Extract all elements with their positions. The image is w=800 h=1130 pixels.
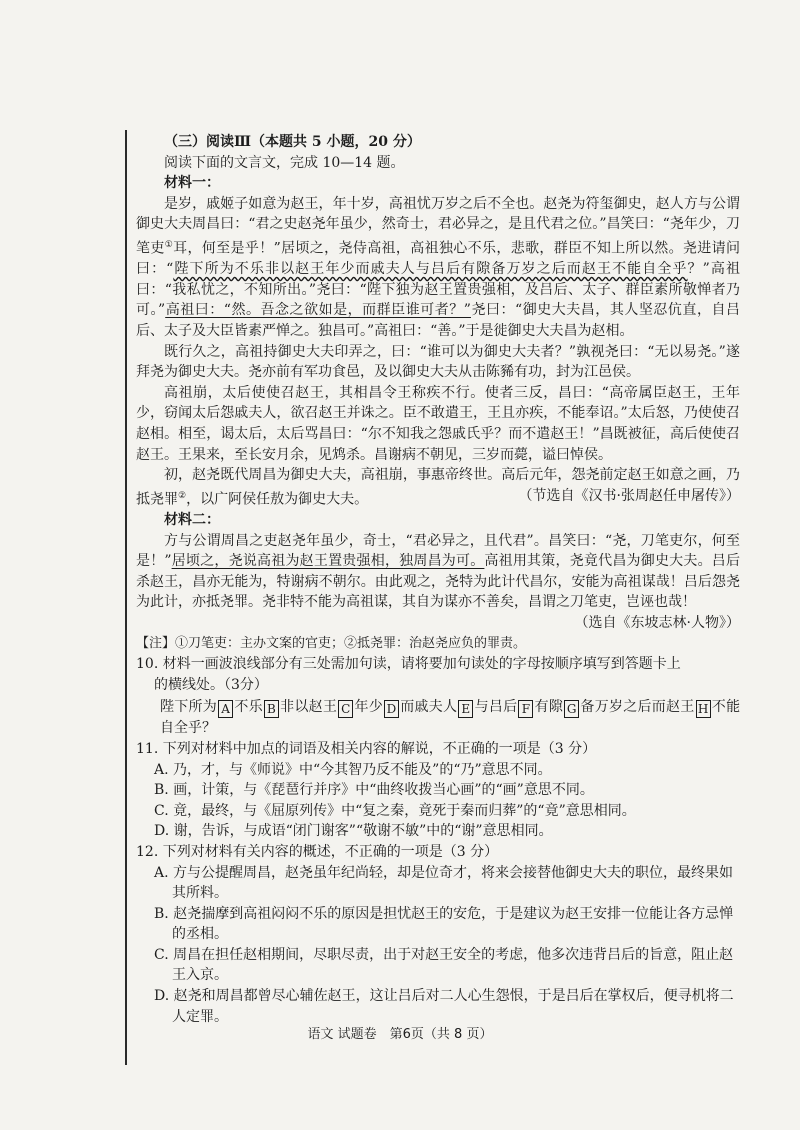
q11-option-b: B. 画，计策，与《琵琶行并序》中“曲终收拨当心画”的“画”意思不同。 xyxy=(154,782,594,799)
text-span: 高祖用其策，尧竟代昌为御史大夫。吕后杀赵王，昌亦无能为，特谢病不朝尔。由此观之，尧特为此计代昌尔，安能为高祖谋哉！吕后怨尧为此计，亦抵尧罪。尧非特不能为高祖谋，其自为谋亦不善矣，昌谓之刀笔吏，岂诬也哉！ xyxy=(136,553,740,611)
material1-title: 材料一： xyxy=(164,175,220,192)
underlined-sentence: 高祖曰：“然。吾念之欲如是，而群臣谁可者？” xyxy=(165,302,471,319)
text-span: 尧曰：“御史大夫昌，其人坚忍伉直，自吕后、太子及大臣皆素严惮之。独昌可。”高祖曰：“善。”于是徙御史大夫昌为赵相。 xyxy=(136,302,740,339)
q10-segment: 备万岁之后而赵王 xyxy=(580,699,695,716)
exam-page-content xyxy=(136,132,740,1027)
text-span: 方与公谓周昌之吏赵尧年虽少，奇士，“君必异之，且代君”。昌笑曰：“尧，刀笔吏尔，何至是！” xyxy=(136,532,740,570)
q10-segment: 有隙 xyxy=(534,699,564,716)
q10-segment: 陛下所为 xyxy=(160,699,218,716)
q12-option-b: B. 赵尧揣摩到高祖闷闷不乐的原因是担忧赵王的安危，于是建议为赵王安排一位能让各方忌惮的丞相。 xyxy=(154,905,734,943)
wavy-underlined-passage: 陛下所为不乐非以赵王年少而戚夫人与吕后有隙备万岁之后而赵王不能自全乎 xyxy=(173,261,688,278)
footnote-mark: ① xyxy=(164,239,174,250)
q10-letter-box: D xyxy=(384,700,399,718)
q12-stem: 12. 下列对材料有关内容的概述，不正确的一项是（3 分） xyxy=(136,843,499,860)
q12-option-a: A. 方与公提醒周昌，赵尧虽年纪尚轻，却是位奇才，将来会接替他御史大夫的职位，最终果如其所料。 xyxy=(154,864,734,902)
material2-source: （选自《东坡志林·人物》） xyxy=(574,614,740,631)
q10-segment: 年少 xyxy=(354,699,383,716)
q11-option-c: C. 竟，最终，与《屈原列传》中“复之秦，竟死于秦而归葬”的“竟”意思相同。 xyxy=(154,802,636,819)
material1-para3: 高祖崩，太后使使召赵王，其相昌令王称疾不行。使者三反，昌曰：“高帝属臣赵王，王年少，窃闻太后怨戚夫人，欲召赵王并诛之。臣不敢遣王，王且亦疾，不能奉诏。”太后怒，乃使使召赵相。相至，谒太后，太后骂昌曰：“尔不知我之怨戚氏乎？而不遣赵王！”昌既被征，高后使使召赵王。王果来，至长安月余，见鸩杀。昌谢病不朝见，三岁而薨，谥曰悼侯。 xyxy=(136,384,740,463)
material2-title: 材料二： xyxy=(164,512,220,528)
text-span: ，以广阿侯任敖为御史大夫。 xyxy=(186,491,369,508)
q11-stem: 11. 下列对材料中加点的词语及相关内容的解说，不正确的一项是（3 分） xyxy=(136,740,597,757)
q10-letter-box: B xyxy=(264,700,279,718)
text-span: ？”高祖曰：“我私忧之，不知所出。”尧曰：“陛下独为赵王置贵强相，及吕后、太子、群臣素所敬惮者乃可。” xyxy=(136,261,740,319)
text-span: 初，赵尧既代周昌为御史大夫，高祖崩，事惠帝终世。高后元年，怨尧前定赵王如意之画，乃抵尧罪 xyxy=(136,467,740,508)
instruction: 阅读下面的文言文，完成 10—14 题。 xyxy=(164,154,405,171)
material1-para4 xyxy=(136,465,740,510)
material1-source: （节选自《汉书·张周赵任申屠传》） xyxy=(518,487,740,504)
q10-letter-box: A xyxy=(218,700,233,718)
section-heading: （三）阅读Ⅲ（本题共 5 小题，20 分） xyxy=(164,134,421,150)
text-span: 耳，何至是乎！”居顷之，尧侍高祖，高祖独心不乐，悲歌，群臣不知上所以然。尧进请问曰：“ xyxy=(136,240,740,278)
q12-option-d: D. 赵尧和周昌都曾尽心辅佐赵王，这让吕后对二人心生怨恨，于是吕后在掌权后，便寻机将二人定罪。 xyxy=(154,988,734,1025)
q10-stem-line2: 的横线处。（3分） xyxy=(154,676,268,693)
q11-option-a: A. 乃，才，与《师说》中“今其智乃反不能及”的“乃”意思不同。 xyxy=(154,761,552,778)
q10-letter-box: H xyxy=(696,700,711,718)
q11-option-d: D. 谢，告诉，与成语“闭门谢客”“敬谢不敏”中的“谢”意思相同。 xyxy=(154,823,553,840)
footnote-mark: ② xyxy=(178,490,187,501)
page-footer: 语文 试题卷 第6页（共 8 页） xyxy=(307,1027,493,1042)
q10-segment: 非以赵王 xyxy=(279,699,338,716)
q10-stem-line1: 10. 材料一画波浪线部分有三处需加句读，请将要加句读处的字母按顺序填写到答题卡上 xyxy=(136,656,681,673)
underlined-sentence: 居顷之，尧说高祖为赵王置贵强相，独周昌为可。 xyxy=(171,553,485,570)
q10-segment: 不能自全乎？ xyxy=(160,699,741,737)
q10-letter-box: G xyxy=(564,700,579,718)
q10-segment: 而戚夫人 xyxy=(399,699,458,716)
q10-sentence xyxy=(136,697,740,739)
material1-para1 xyxy=(136,194,740,342)
q10-letter-box: E xyxy=(458,700,473,718)
q10-segment: 与吕后 xyxy=(474,699,518,716)
binding-margin-line xyxy=(125,130,127,1065)
material1-para2: 既行久之，高祖持御史大夫印弄之，曰：“谁可以为御史大夫者？”孰视尧曰：“无以易尧。”遂拜尧为御史大夫。尧亦前有军功食邑，及以御史大夫从击陈豨有功，封为江邑侯。 xyxy=(136,343,740,381)
text-span: 是岁，戚姬子如意为赵王，年十岁，高祖忧万岁之后不全也。赵尧为符玺御史，赵人方与公谓御史大夫周昌曰：“君之史赵尧年虽少，然奇士，君必异之，是且代君之位。”昌笑曰：“尧年少，刀笔吏 xyxy=(136,195,740,257)
q10-segment: 不乐 xyxy=(234,699,263,716)
q10-letter-box: C xyxy=(338,700,353,718)
q10-letter-box: F xyxy=(518,700,533,718)
q12-option-c: C. 周昌在担任赵相期间，尽职尽责，出于对赵王安全的考虑，他多次违背吕后的旨意，阻止赵王入京。 xyxy=(154,946,734,984)
footnote: 【注】①刀笔吏：主办文案的官吏；②抵尧罪：治赵尧应负的罪责。 xyxy=(136,635,527,651)
material2-text xyxy=(136,531,740,631)
